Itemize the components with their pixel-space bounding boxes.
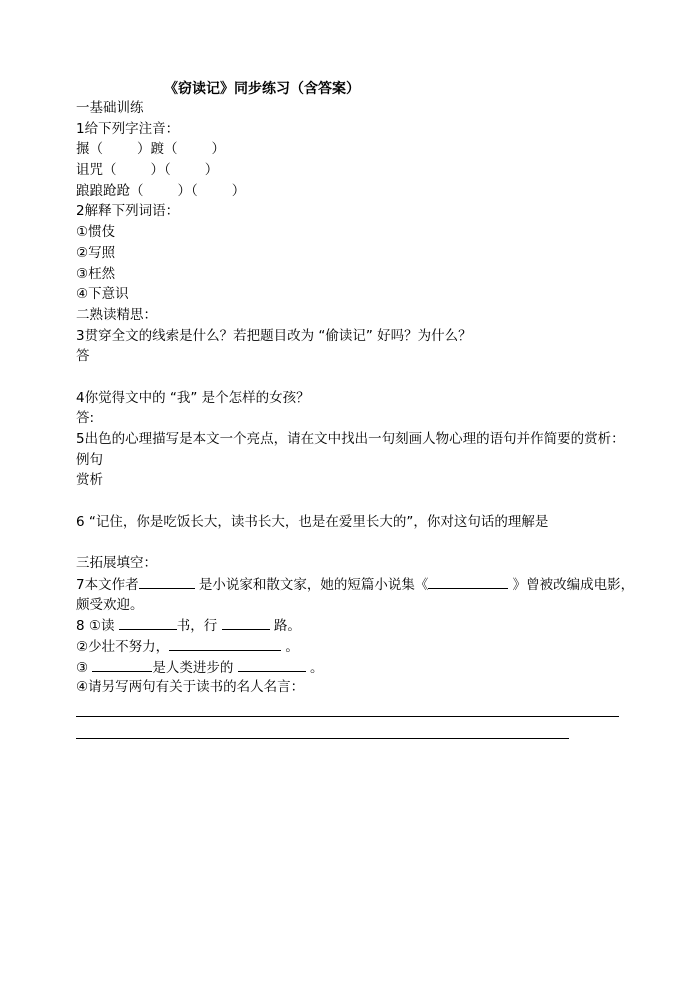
q7-line1: 7本文作者 是小说家和散文家，她的短篇小说集《 》曾被改编成电影， [76, 574, 626, 595]
q3-answer-label: 答 [76, 348, 90, 365]
author-blank[interactable] [139, 574, 195, 589]
q4-answer-label: 答: [76, 410, 95, 427]
book-title-blank[interactable] [428, 574, 508, 589]
q2-prompt: 2解释下列词语： [76, 203, 180, 220]
answer-line[interactable] [76, 716, 619, 717]
q2-item: ④下意识 [76, 286, 129, 303]
q1-row1: 搌（ ）踱（ ） [76, 141, 225, 158]
q8-line4: ④请另写两句有关于读书的名人名言： [76, 679, 305, 696]
q2-item: ①惯伎 [76, 224, 116, 241]
section3-heading: 三拓展填空： [76, 555, 157, 572]
answer-space[interactable] [76, 367, 626, 388]
section1-heading: 一基础训练 [76, 100, 144, 116]
q8-line2: ②少壮不努力， 。 [76, 636, 626, 657]
q2-item: ③枉然 [76, 265, 116, 282]
worksheet-body [76, 98, 635, 698]
fill-blank[interactable] [119, 615, 177, 630]
q5-analysis-label: 赏析 [76, 472, 103, 489]
q4-prompt: 4你觉得文中的 “我” 是个怎样的女孩？ [76, 389, 310, 406]
page-title: 《窃读记》同步练习（含答案） [164, 81, 360, 97]
answer-line[interactable] [76, 738, 569, 739]
q5-example-label: 例句 [76, 451, 103, 468]
answer-space[interactable] [76, 491, 626, 512]
q3-prompt: 3贯穿全文的线索是什么？若把题目改为 “偷读记” 好吗？为什么？ [76, 327, 472, 344]
fill-blank[interactable] [238, 657, 306, 672]
section2-heading: 二熟读精思： [76, 306, 157, 323]
q5-prompt: 5出色的心理描写是本文一个亮点，请在文中找出一句刻画人物心理的语句并作简要的赏析： [76, 431, 625, 447]
q8-line3: ③ 是人类进步的 。 [76, 657, 626, 678]
q2-item: ②写照 [76, 244, 116, 261]
fill-blank[interactable] [169, 636, 281, 651]
q1-prompt: 1给下列字注音： [76, 120, 180, 137]
q7-line2: 颇受欢迎。 [76, 596, 144, 613]
q6-prompt: 6 “记住，你是吃饭长大，读书长大，也是在爱里长大的”，你对这句话的理解是 [76, 513, 549, 530]
q1-row2: 诅咒（ ）（ ） [76, 162, 219, 179]
answer-space[interactable] [76, 532, 626, 553]
fill-blank[interactable] [222, 615, 270, 630]
q1-row3: 踉踉跄跄（ ）（ ） [76, 182, 246, 199]
fill-blank[interactable] [92, 657, 152, 672]
q8-line1: 8 ①读 书，行 路。 [76, 615, 626, 636]
